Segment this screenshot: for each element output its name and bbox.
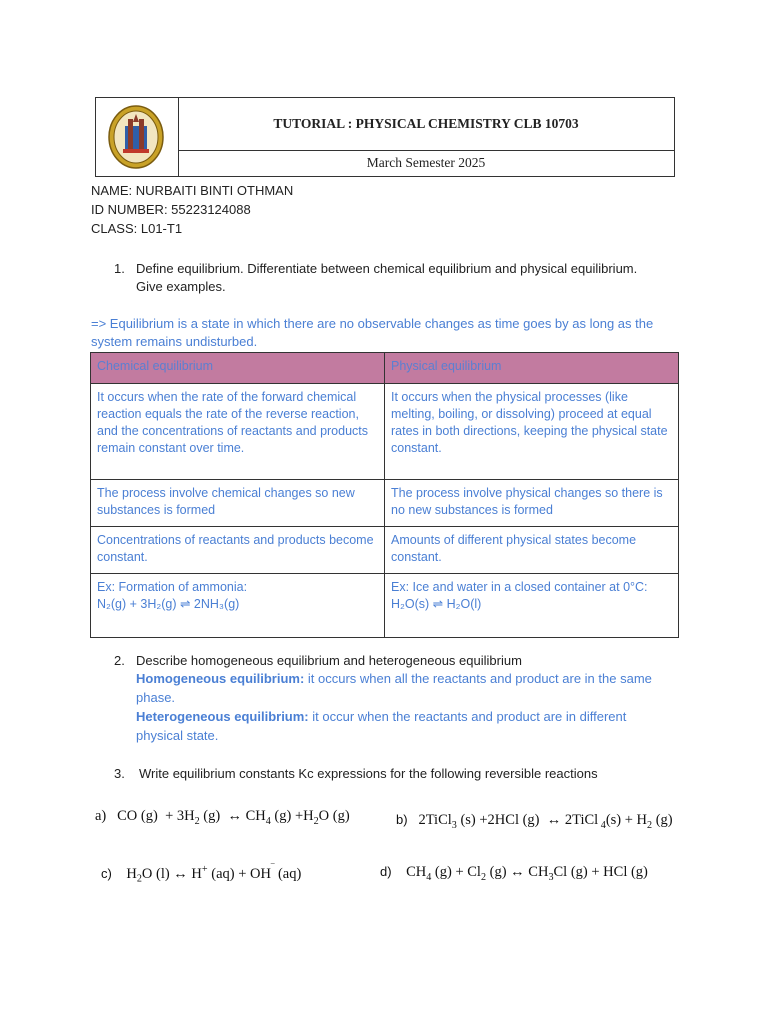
table-cell: Concentrations of reactants and products become constant.: [91, 527, 385, 574]
q2-number: 2.: [114, 653, 125, 668]
equation-d: d) $CH_4$ $(g) + Cl_2$ (g) ↔ $CH_3Cl$ (g) + HCl (g): [380, 864, 648, 883]
equation-b: b) 2TiCl$_3$ (s) +2HCl (g) ↔ 2TiCl $_4(s) + H_2$ (g): [396, 812, 673, 831]
equation-a-label: a): [95, 808, 107, 824]
logo-cell: [96, 98, 179, 176]
table-cell: It occurs when the physical processes (like melting, boiling, or dissolving) proceed at equal rates in both directions, keeping the physical state constant.: [385, 384, 679, 480]
student-name: NAME: NURBAITI BINTI OTHMAN: [91, 183, 294, 198]
equilibrium-comparison-table: [90, 352, 679, 638]
table-row: [91, 574, 679, 638]
heterogeneous-text: it occur when the reactants and product are in different physical state.: [136, 709, 627, 743]
example-chemical-title: Ex: Formation of ammonia:: [97, 580, 248, 594]
table-row: [91, 384, 679, 480]
example-chemical-equation: N₂(g) + 3H₂(g) ⇌ 2NH₃(g): [97, 597, 240, 611]
table-cell: The process involve chemical changes so new substances is formed: [91, 480, 385, 527]
q1-text-line1: Define equilibrium. Differentiate between chemical equilibrium and physical equilibrium.: [136, 261, 638, 276]
heterogeneous-label: Heterogeneous equilibrium:: [136, 709, 309, 724]
student-id: ID NUMBER: 55223124088: [91, 202, 251, 217]
tutorial-title: TUTORIAL : PHYSICAL CHEMISTRY CLB 10703: [178, 98, 674, 151]
q1-answer: => Equilibrium is a state in which there are no observable changes as time goes by as long as the system remains undisturbed.: [91, 316, 654, 349]
student-class: CLASS: L01-T1: [91, 221, 183, 236]
header-box: [95, 97, 675, 177]
q3-number: 3.: [114, 766, 125, 781]
example-physical-title: Ex: Ice and water in a closed container at 0°C:: [391, 580, 648, 594]
q2-homogeneous: [136, 669, 676, 707]
table-cell-example-chemical: [91, 574, 385, 638]
table-header-row: [91, 353, 679, 384]
header-chemical: Chemical equilibrium: [91, 353, 385, 384]
table-cell: It occurs when the rate of the forward chemical reaction equals the rate of the reverse reaction, and the concentrations of reactants and products remain constant over time.: [91, 384, 385, 480]
table-cell-example-physical: [385, 574, 679, 638]
equation-d-label: d): [380, 864, 392, 879]
equation-c: c) $H_2O$ (l) ↔ H+ (aq) + OH‾ (aq): [101, 864, 302, 885]
header-physical: Physical equilibrium: [385, 353, 679, 384]
table-cell: The process involve physical changes so there is no new substances is formed: [385, 480, 679, 527]
equation-b-label: b): [396, 812, 408, 827]
q1-number: 1.: [114, 261, 125, 276]
table-cell: Amounts of different physical states become constant.: [385, 527, 679, 574]
example-physical-equation: H₂O(s) ⇌ H₂O(l): [391, 597, 482, 611]
q2-heterogeneous: [136, 707, 676, 745]
q2-text: Describe homogeneous equilibrium and heterogeneous equilibrium: [136, 653, 522, 668]
q1-text-line2: Give examples.: [136, 279, 226, 294]
table-row: [91, 527, 679, 574]
homogeneous-text: it occurs when all the reactants and product are in the same phase.: [136, 671, 652, 705]
equation-c-label: c): [101, 865, 112, 881]
university-logo: [107, 104, 165, 170]
table-row: [91, 480, 679, 527]
equation-a: a) CO $(g) + 3H_2$ (g) ↔ $CH_4$ $(g) +H_2O$ (g): [95, 808, 350, 827]
semester-label: March Semester 2025: [366, 155, 486, 170]
homogeneous-label: Homogeneous equilibrium:: [136, 671, 305, 686]
q3-text: Write equilibrium constants Kc expressions for the following reversible reactions: [139, 766, 598, 781]
